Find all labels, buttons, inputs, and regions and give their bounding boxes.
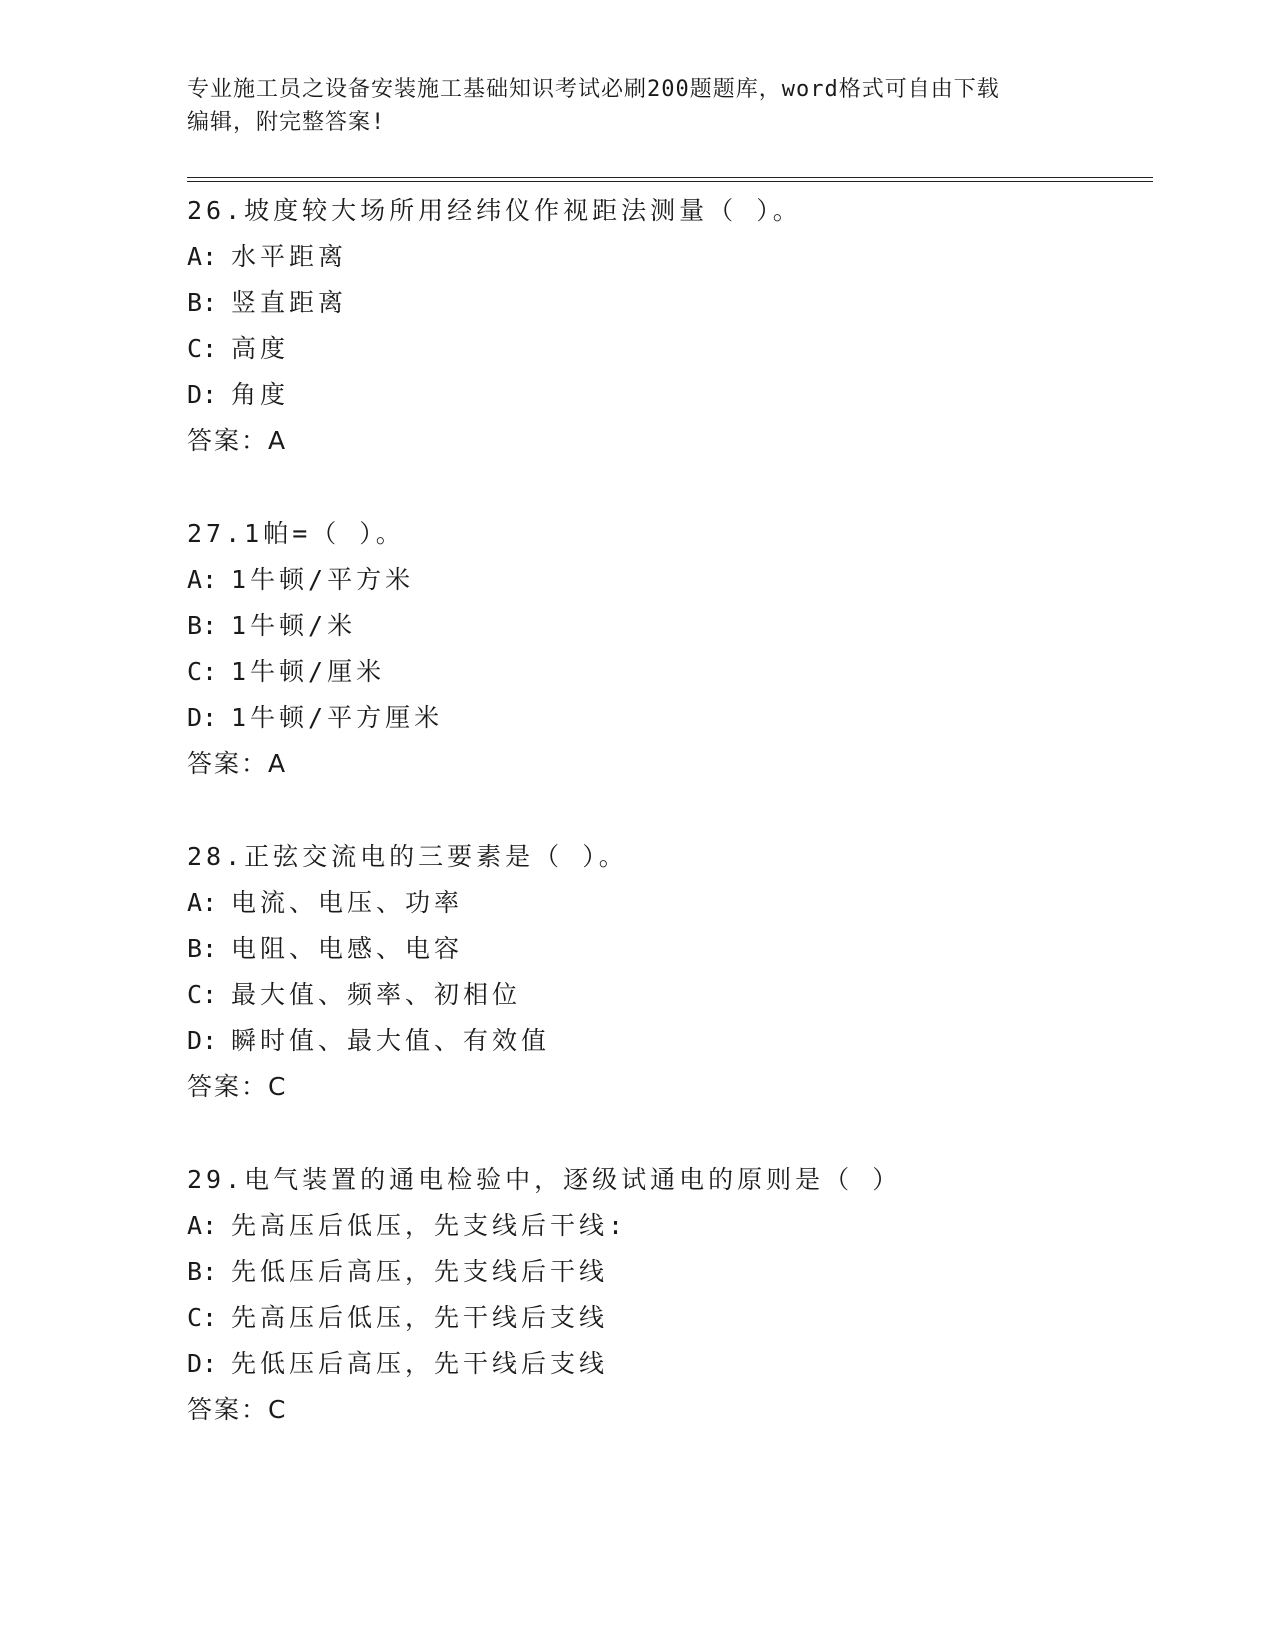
option-text: 先低压后高压，先干线后支线 [231,1349,609,1378]
question-stem: 28.正弦交流电的三要素是（ ）。 [187,842,628,871]
option-c [187,649,1147,695]
option-b [187,926,1147,972]
option-letter: D: [187,1349,218,1378]
option-d [187,372,1147,418]
option-a [187,880,1147,926]
option-b [187,603,1147,649]
option-text: 电流、电压、功率 [231,888,464,917]
option-text: 先高压后低压，先干线后支线 [231,1303,609,1332]
option-text: 瞬时值、最大值、有效值 [231,1026,551,1055]
option-text: 最大值、频率、初相位 [231,980,522,1009]
answer-line: 答案：C [187,1395,288,1424]
header-title-line-1: 专业施工员之设备安装施工基础知识考试必刷200题题库，word格式可自由下载 [187,77,1000,102]
question-28 [187,834,1147,1110]
option-c [187,1295,1147,1341]
option-c [187,972,1147,1018]
option-d [187,1341,1147,1387]
option-text: 高度 [231,334,290,363]
answer-line: 答案：A [187,426,288,455]
question-stem: 29.电气装置的通电检验中，逐级试通电的原则是（ ） [187,1165,902,1194]
option-letter: C: [187,657,218,686]
option-letter: A: [187,565,218,594]
option-a [187,234,1147,280]
option-letter: C: [187,334,218,363]
question-stem: 27.1帕=（ ）。 [187,519,405,548]
option-a [187,1203,1147,1249]
option-text: 1牛顿/平方米 [231,565,415,594]
option-text: 水平距离 [231,242,348,271]
option-letter: B: [187,1257,218,1286]
option-letter: A: [187,1211,218,1240]
option-text: 先高压后低压，先支线后干线: [231,1211,628,1240]
option-letter: B: [187,934,218,963]
header-double-rule [187,177,1153,182]
option-text: 电阻、电感、电容 [231,934,464,963]
answer-line: 答案：C [187,1072,288,1101]
question-stem: 26.坡度较大场所用经纬仪作视距法测量（ ）。 [187,196,802,225]
option-text: 1牛顿/平方厘米 [231,703,444,732]
option-a [187,557,1147,603]
option-letter: B: [187,611,218,640]
option-letter: A: [187,888,218,917]
header-title-line-2: 编辑，附完整答案! [187,110,386,135]
option-b [187,1249,1147,1295]
option-text: 先低压后高压，先支线后干线 [231,1257,609,1286]
option-c [187,326,1147,372]
option-d [187,1018,1147,1064]
option-letter: B: [187,288,218,317]
document-header [187,73,1067,139]
option-b [187,280,1147,326]
question-29 [187,1157,1147,1433]
option-text: 1牛顿/米 [231,611,357,640]
option-text: 1牛顿/厘米 [231,657,386,686]
option-letter: D: [187,1026,218,1055]
option-letter: D: [187,703,218,732]
option-letter: D: [187,380,218,409]
question-26 [187,188,1147,464]
option-letter: C: [187,980,218,1009]
option-text: 竖直距离 [231,288,348,317]
question-27 [187,511,1147,787]
option-letter: A: [187,242,218,271]
question-list [187,188,1147,1480]
option-letter: C: [187,1303,218,1332]
option-text: 角度 [231,380,290,409]
option-d [187,695,1147,741]
answer-line: 答案：A [187,749,288,778]
